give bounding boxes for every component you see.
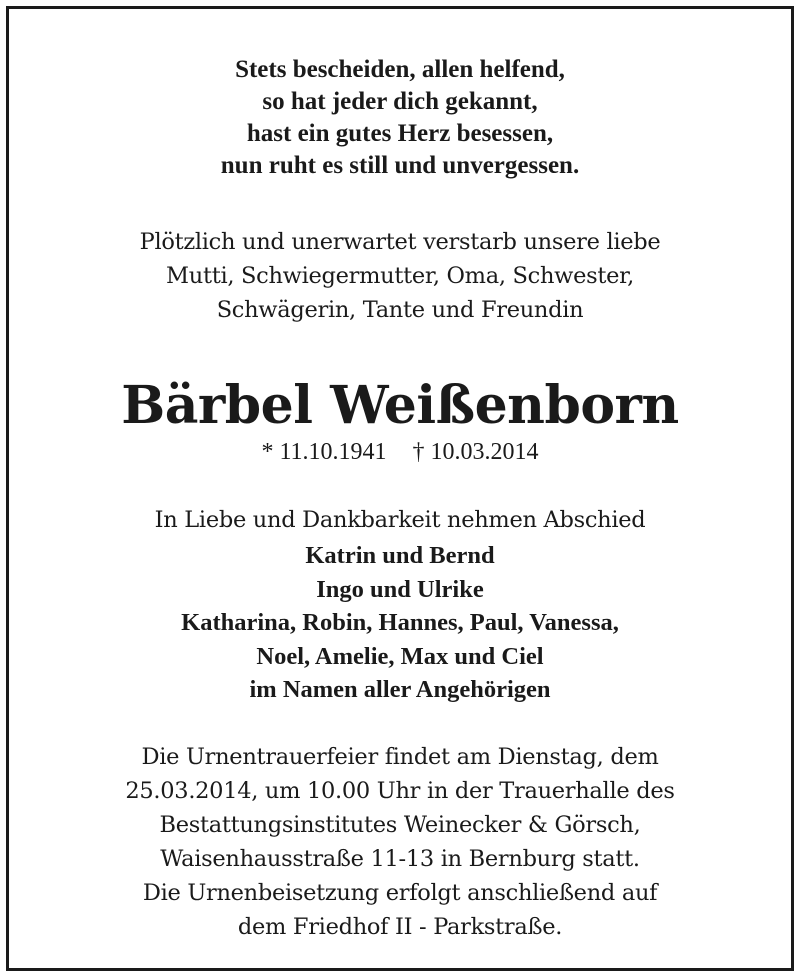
verse-line: hast ein gutes Herz besessen, — [246, 120, 554, 147]
mourners-list — [9, 539, 791, 707]
farewell-intro: In Liebe und Dankbarkeit nehmen Abschied — [154, 507, 646, 533]
mourner-line: Katharina, Robin, Hannes, Paul, Vanessa, — [181, 609, 619, 636]
ceremony-line: 25.03.2014, um 10.00 Uhr in der Trauerhalle des — [125, 778, 675, 804]
ceremony-line: Bestattungsinstitutes Weinecker & Görsch, — [159, 812, 641, 838]
death-announcement — [9, 225, 791, 327]
mourner-line: Noel, Amelie, Max und Ciel — [256, 642, 544, 670]
mourner-line: im Namen aller Angehörigen — [249, 676, 551, 703]
announcement-line: Plötzlich und unerwartet verstarb unsere liebe — [139, 229, 661, 255]
deceased-name: Bärbel Weißenborn — [121, 375, 679, 436]
announcement-line: Mutti, Schwiegermutter, Oma, Schwester, — [166, 263, 634, 289]
mourner-line: Ingo und Ulrike — [316, 575, 484, 603]
verse-line: so hat jeder dich gekannt, — [262, 88, 538, 115]
verse-line: Stets bescheiden, allen helfend, — [235, 56, 565, 83]
verse-line: nun ruht es still und unvergessen. — [220, 152, 580, 179]
announcement-line: Schwägerin, Tante und Freundin — [216, 297, 584, 323]
death-date: † 10.03.2014 — [412, 439, 539, 465]
life-dates — [9, 437, 791, 467]
ceremony-details — [9, 740, 791, 944]
ceremony-line: Die Urnenbeisetzung erfolgt anschließend auf — [142, 880, 658, 906]
memorial-verse — [9, 54, 791, 182]
mourner-line: Katrin und Bernd — [305, 542, 495, 569]
birth-date: * 11.10.1941 — [261, 439, 387, 465]
ceremony-line: Waisenhausstraße 11-13 in Bernburg statt. — [160, 846, 640, 872]
obituary-frame — [6, 6, 794, 971]
ceremony-line: Die Urnentrauerfeier findet am Dienstag, dem — [141, 744, 659, 770]
ceremony-line: dem Friedhof II - Parkstraße. — [237, 914, 563, 940]
